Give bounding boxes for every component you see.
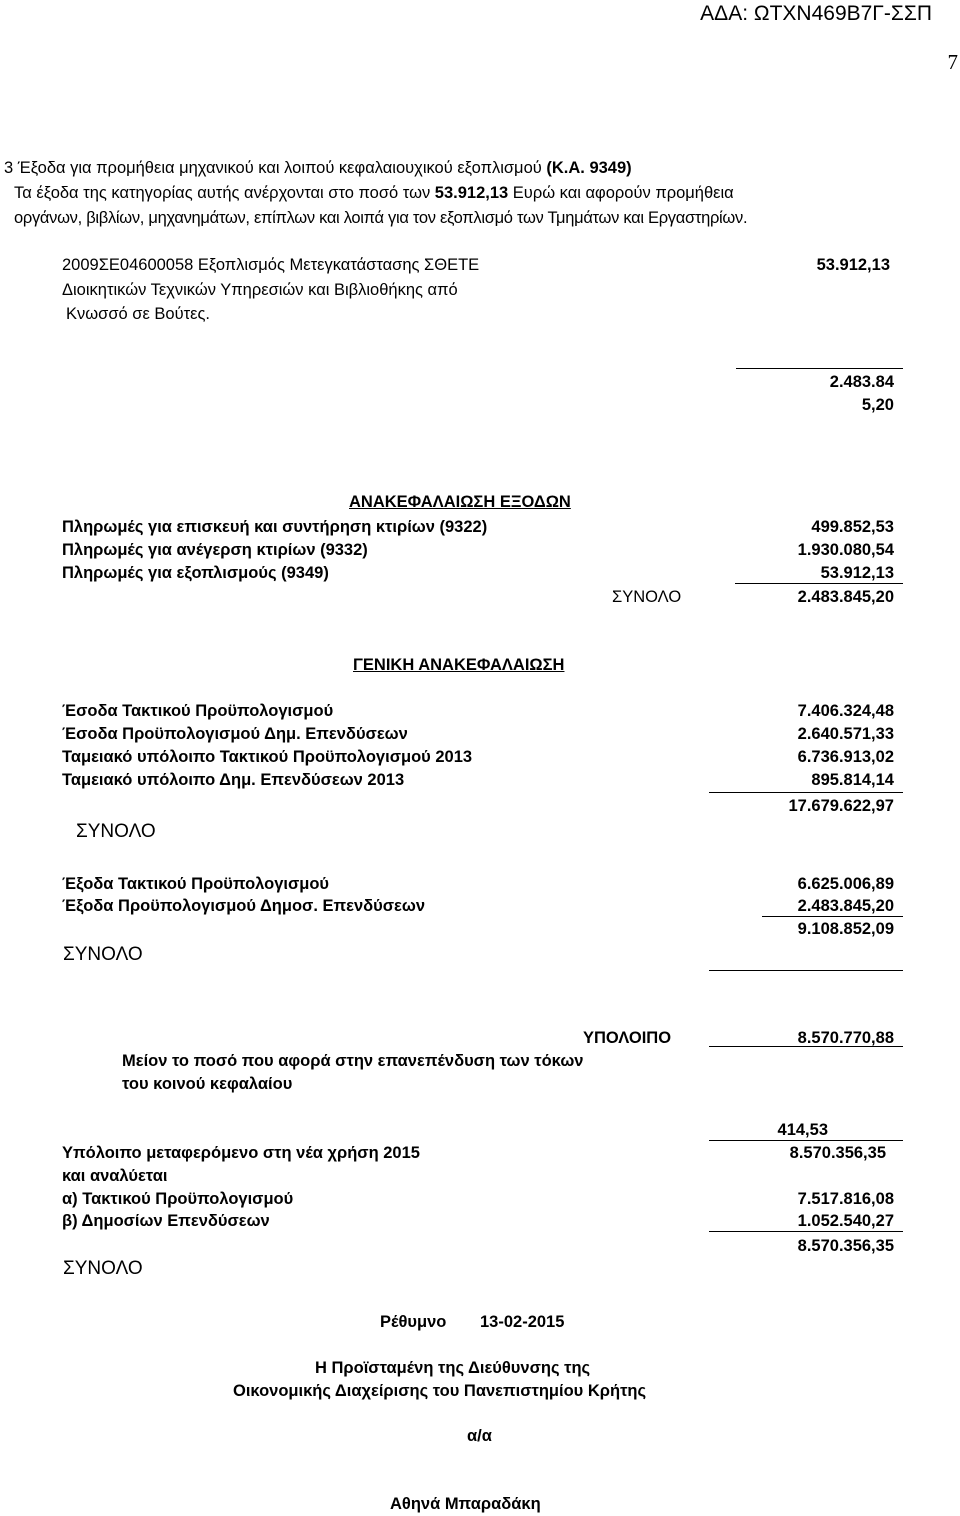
expense-total-label: ΣΥΝΟΛΟ [612, 588, 682, 606]
carry-label: Υπόλοιπο μεταφερόμενο στη νέα χρήση 2015 [62, 1144, 420, 1162]
expense-value-2: 1.930.080,54 [797, 541, 894, 559]
income-total-label: ΣΥΝΟΛΟ [76, 821, 156, 842]
expense-label-2: Πληρωμές για ανέγερση κτιρίων (9332) [62, 541, 368, 559]
expense-value-3: 53.912,13 [820, 564, 894, 582]
income-label-1: Έσοδα Τακτικού Προϋπολογισμού [62, 702, 334, 720]
income-value-4: 895.814,14 [811, 771, 894, 789]
section3-total-part2: 5,20 [861, 396, 894, 414]
breakdown-label: και αναλύεται [62, 1167, 168, 1185]
breakdown-label-1: α) Τακτικού Προϋπολογισμού [62, 1190, 294, 1208]
summary-expenses-title: ΑΝΑΚΕΦΑΛΑΙΩΣΗ ΕΞΟΔΩΝ [349, 493, 571, 511]
page-number: 7 [947, 50, 958, 74]
exp-label-1: Έξοδα Τακτικού Προϋπολογισμού [62, 875, 330, 893]
expense-total-line [735, 583, 903, 584]
divider-line [736, 368, 903, 369]
signature-on-behalf: α/α [467, 1427, 492, 1445]
exp-value-2: 2.483.845,20 [797, 897, 894, 915]
item-line3: Κνωσσό σε Βούτες. [66, 305, 211, 323]
income-value-1: 7.406.324,48 [797, 702, 894, 720]
section3-line2 [14, 183, 734, 203]
ada-code: ΑΔΑ: ΩΤΧΝ469Β7Γ-ΣΣΠ [700, 2, 932, 25]
item-line1: 2009ΣΕ04600058 Εξοπλισμός Μετεγκατάστασης ΣΘΕΤΕ [62, 256, 480, 274]
item-amount: 53.912,13 [816, 256, 890, 274]
section3-total-part1: 2.483.84 [829, 373, 894, 391]
breakdown-value-2: 1.052.540,27 [797, 1212, 894, 1230]
general-summary-title: ΓΕΝΙΚΗ ΑΝΑΚΕΦΑΛΑΙΩΣΗ [353, 656, 565, 674]
signature-date: 13-02-2015 [480, 1313, 565, 1331]
income-value-3: 6.736.913,02 [797, 748, 894, 766]
signature-role-line2: Οικονομικής Διαχείρισης του Πανεπιστημίου Κρήτης [233, 1382, 647, 1400]
breakdown-value-1: 7.517.816,08 [797, 1190, 894, 1208]
deduct-line2: του κοινού κεφαλαίου [122, 1075, 293, 1093]
exp-value-1: 6.625.006,89 [797, 875, 894, 893]
section3-title-code: (Κ.Α. 9349) [546, 159, 632, 177]
expense-total-value: 2.483.845,20 [797, 588, 894, 606]
section3-line2-text: Τα έξοδα της κατηγορίας αυτής ανέρχονται στο ποσό των [14, 184, 435, 202]
income-total-line [709, 792, 903, 793]
section3-title [4, 158, 632, 178]
exp-label-2: Έξοδα Προϋπολογισμού Δημοσ. Επενδύσεων [62, 897, 425, 915]
signature-place: Ρέθυμνο [380, 1313, 447, 1331]
breakdown-label-2: β) Δημοσίων Επενδύσεων [62, 1212, 270, 1230]
balance-label: ΥΠΟΛΟΙΠΟ [583, 1029, 672, 1047]
expense-value-1: 499.852,53 [811, 518, 894, 536]
section3-line3: οργάνων, βιβλίων, μηχανημάτων, επίπλων και λοιπά για τον εξοπλισμό των Τμημάτων και Εργαστηρίων. [14, 209, 748, 227]
income-label-2: Έσοδα Προϋπολογισμού Δημ. Επενδύσεων [62, 725, 408, 743]
exp-total-value: 9.108.852,09 [797, 920, 894, 938]
income-value-2: 2.640.571,33 [797, 725, 894, 743]
income-total-value: 17.679.622,97 [788, 797, 894, 815]
section3-title-text: 3 Έξοδα για προμήθεια μηχανικού και λοιπού κεφαλαιουχικού εξοπλισμού [4, 159, 547, 177]
balance-line [709, 1046, 903, 1047]
breakdown-total-label: ΣΥΝΟΛΟ [63, 1258, 143, 1279]
exp-total-label: ΣΥΝΟΛΟ [63, 944, 143, 965]
section3-line2-amount: 53.912,13 [434, 184, 509, 202]
item-line2: Διοικητικών Τεχνικών Υπηρεσιών και Βιβλιοθήκης από [62, 281, 458, 299]
exp-total-line [762, 916, 903, 917]
income-label-3: Ταμειακό υπόλοιπο Τακτικού Προϋπολογισμού 2013 [62, 748, 473, 766]
section3-line2-rest: Ευρώ και αφορούν προμήθεια [508, 184, 734, 202]
exp-bottom-line [709, 970, 903, 971]
balance-value: 8.570.770,88 [797, 1029, 894, 1047]
income-label-4: Ταμειακό υπόλοιπο Δημ. Επενδύσεων 2013 [62, 771, 405, 789]
carry-value: 8.570.356,35 [789, 1144, 886, 1162]
deduct-line [709, 1140, 903, 1141]
breakdown-total-value: 8.570.356,35 [797, 1237, 894, 1255]
expense-label-1: Πληρωμές για επισκευή και συντήρηση κτιρίων (9322) [62, 518, 488, 536]
deduct-value: 414,53 [777, 1121, 828, 1139]
deduct-line1: Μείον το ποσό που αφορά στην επανεπένδυση των τόκων [122, 1052, 584, 1070]
expense-label-3: Πληρωμές για εξοπλισμούς (9349) [62, 564, 329, 582]
signature-role-line1: Η Προϊσταμένη της Διεύθυνσης της [315, 1359, 591, 1377]
breakdown-total-line [709, 1231, 903, 1232]
signature-name: Αθηνά Μπαραδάκη [390, 1495, 541, 1513]
